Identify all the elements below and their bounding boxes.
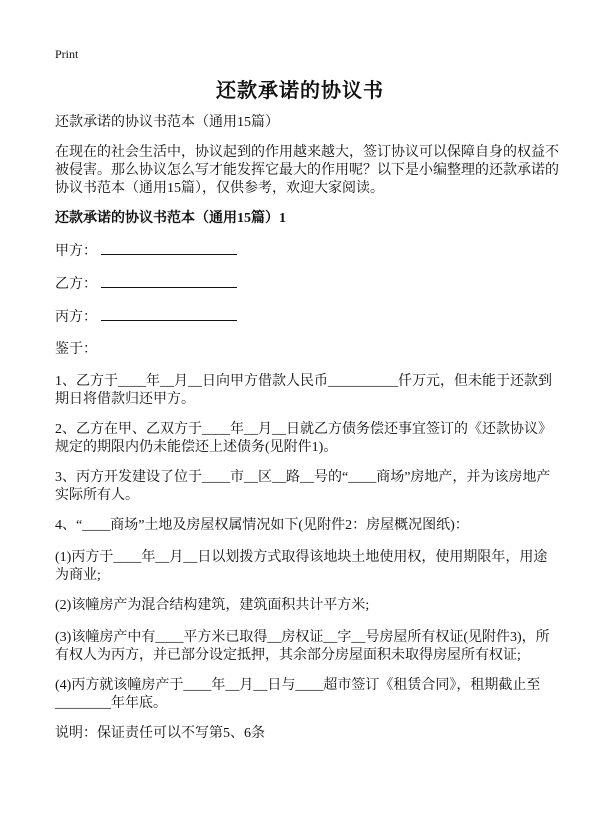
party-a-field xyxy=(55,242,575,261)
note: 说明：保证责任可以不写第5、6条 xyxy=(55,726,265,741)
party-b-blank xyxy=(101,275,237,288)
party-b-field xyxy=(55,275,575,294)
section-heading: 还款承诺的协议书范本（通用15篇）1 xyxy=(55,211,286,226)
party-c-label: 丙方： xyxy=(55,310,97,325)
intro-paragraph: 在现在的社会生活中，协议起到的作用越来越大，签订协议可以保障自身的权益不 被侵害。那么协议怎么写才能发挥它最大的作用呢？以下是小编整理的还款承诺的 协议书范本（通用15篇），仅供参考，欢迎大家阅读。 xyxy=(55,145,559,196)
print-link[interactable]: Print xyxy=(55,47,79,61)
party-a-blank xyxy=(101,242,237,255)
party-c-blank xyxy=(101,308,237,321)
subtitle: 还款承诺的协议书范本（通用15篇） xyxy=(55,115,279,130)
clause-1: 1、乙方于____年__月__日向甲方借款人民币__________仟万元，但未能于还款到 期日将借款归还甲方。 xyxy=(55,374,552,407)
clause-4: 4、“____商场”土地及房屋权属情况如下(见附件2：房屋概况图纸)： xyxy=(55,518,469,533)
party-c-field xyxy=(55,308,575,327)
party-b-label: 乙方： xyxy=(55,277,97,292)
clause-3: 3、丙方开发建设了位于____市__区__路__号的“____商场”房地产，并为该房地产 实际所有人。 xyxy=(55,470,551,503)
whereas-label: 鉴于： xyxy=(55,342,97,357)
clause-4-4: (4)丙方就该幢房产于____年__月__日与____超市签订《租赁合同》，租期截止至 ________年年底。 xyxy=(55,678,541,711)
clause-4-1: (1)丙方于____年__月__日以划拨方式取得该地块土地使用权，使用期限年，用途 为商业; xyxy=(55,550,548,583)
clause-4-2: (2)该幢房产为混合结构建筑，建筑面积共计平方米; xyxy=(55,598,370,613)
party-a-label: 甲方： xyxy=(55,244,97,259)
page-title: 还款承诺的协议书 xyxy=(216,80,384,102)
clause-4-3: (3)该幢房产中有____平方米已取得__房权证__字__号房屋所有权证(见附件3)，所 有权人为丙方，并已部分设定抵押，其余部分房屋面积未取得房屋所有权证; xyxy=(55,630,550,663)
clause-2: 2、乙方在甲、乙双方于____年__月__日就乙方债务偿还事宜签订的《还款协议》 规定的期限内仍未能偿还上述债务(见附件1)。 xyxy=(55,422,552,455)
